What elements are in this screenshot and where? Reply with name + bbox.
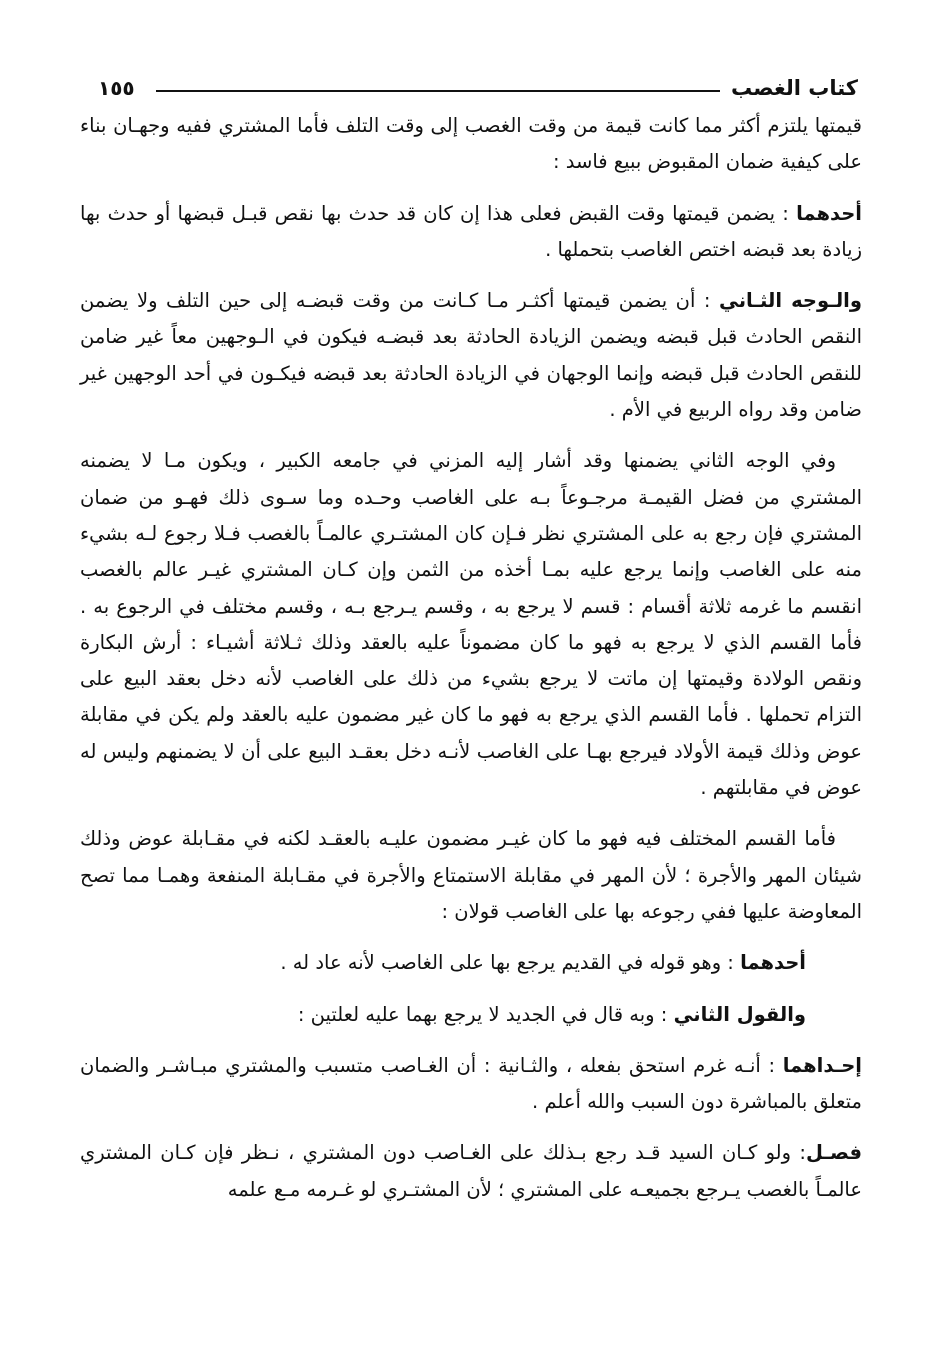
paragraph-lead: إحـداهما: [782, 1053, 862, 1077]
paragraph-lead: والقول الثاني: [673, 1002, 806, 1026]
header-divider: [156, 90, 720, 92]
paragraph-second-opinion: [80, 997, 862, 1033]
chapter-title: كتاب الغصب: [731, 76, 858, 100]
paragraph-two-reasons: [80, 1048, 862, 1121]
paragraph-text: : يضمن قيمتها وقت القبض فعلى هذا إن كان قد حدث بها نقص قبـل قبضها أو حدث بها زيادة بعد قبضه اختص الغاصب بتحملها .: [80, 201, 862, 261]
paragraph-text: وفي الوجه الثاني يضمنها وقد أشار إليه المزني في جامعه الكبير ، ويكون مـا لا يضمنه المشتري من فضل القيمـة مرجـوعاً بـه على الغاصب وحـده وما سـوى ذلك فهـو من ضمان المشتري فإن رجع به على المشتري نظر فـإن كان المشتـري عالمـاً بالغصب فـلا رجوع لـه بشيء منه على الغاصب وإنما يرجع عليه بمـا أخذه من الثمن وإن كـان المشتري غيـر عالم بالغصب انقسم ما غرمه ثلاثة أقسام : قسم لا يرجع به ، وقسم يـرجع بـه ، وقسم مختلف في الرجوع به . فأما القسم الذي لا يرجع به فهو ما كان مضموناً عليه بالعقد وذلك ثـلاثة أشيـاء : أرش البكارة ونقص الولادة وقيمتها إن ماتت لا يرجع بشيء من ذلك على الغاصب لأنه دخل بعقد البيع على التزام تحملها . فأما القسم الذي يرجع به فهو ما كان غير مضمون عليه بالعقد ولم يكن في مقابلة عوض وذلك قيمة الأولاد فيرجع بهـا على الغاصب لأنـه دخل بعقـد البيع على أن لا يضمنهم وليس له عوض في مقابلتهم .: [80, 449, 862, 800]
paragraph-text: : أنـه غرم استحق بفعله ، والثـانية : أن الغـاصب متسبب والمشتري مبـاشـر والضمان متعلق بالمباشرة دون السبب والله أعلم .: [80, 1053, 862, 1114]
page-number: ١٥٥: [98, 76, 135, 100]
paragraph-text: قيمتها يلتزم أكثر مما كانت قيمة من وقت الغصب إلى وقت التلف فأما المشتري ففيه وجهـان بناء على كيفية ضمان المقبوض ببيع فاسد :: [80, 114, 862, 174]
paragraph-text: : أن يضمن قيمتها أكثـر مـا كـانت من وقت قبضـه إلى حين التلف ولا يضمن النقص الحادث قبل قبضه ويضمن الزيادة الحادثة بعد قبضـه فيكون في الـوجهين معاً غير ضامن للنقص الحادث قبل قبضه وإنما الوجهان في الزيادة الحادثة بعد قبضه فيكـون في أحد الوجهين غير ضامن وقد رواه الربيع في الأم .: [80, 289, 862, 422]
paragraph-text: فأما القسم المختلف فيه فهو ما كان غيـر مضمون عليـه بالعقـد لكنه في مقـابلة عوض وذلك شيئان المهر والأجرة ؛ لأن المهر في مقابلة الاستمتاع والأجرة في مقـابلة المنفعة وهمـا مما تصح المعاوضة عليها ففي رجوعه بها على الغاصب قولان :: [80, 827, 862, 923]
paragraph-section: [80, 1135, 862, 1208]
running-header: [98, 68, 858, 108]
paragraph-continuation: [80, 108, 862, 181]
paragraph-text: : ولو كـان السيد قـد رجع بـذلك على الغـاصب دون المشتري ، نـظر فإن كـان المشتري عالمـاً بالغصب يـرجع بجميعـه على المشتري ؛ لأن المشتـري لو غـرمه مـع علمه: [80, 1141, 862, 1201]
paragraph-lead: أحدهما: [740, 951, 806, 975]
paragraph-disputed-part: [80, 821, 862, 930]
paragraph-lead: أحدهما: [796, 201, 862, 225]
paragraph-lead: والـوجه الثـاني: [719, 289, 862, 313]
paragraph-division: [80, 443, 862, 806]
page-body: [80, 108, 862, 1223]
paragraph-lead: فصـل: [805, 1141, 862, 1165]
paragraph-text: : وهو قوله في القديم يرجع بها على الغاصب لأنه عاد له .: [280, 951, 734, 975]
paragraph-first-view: [80, 196, 862, 269]
paragraph-second-view: [80, 283, 862, 428]
paragraph-text: : وبه قال في الجديد لا يرجع بهما عليه لعلتين :: [297, 1002, 668, 1026]
paragraph-first-opinion: [80, 945, 862, 981]
